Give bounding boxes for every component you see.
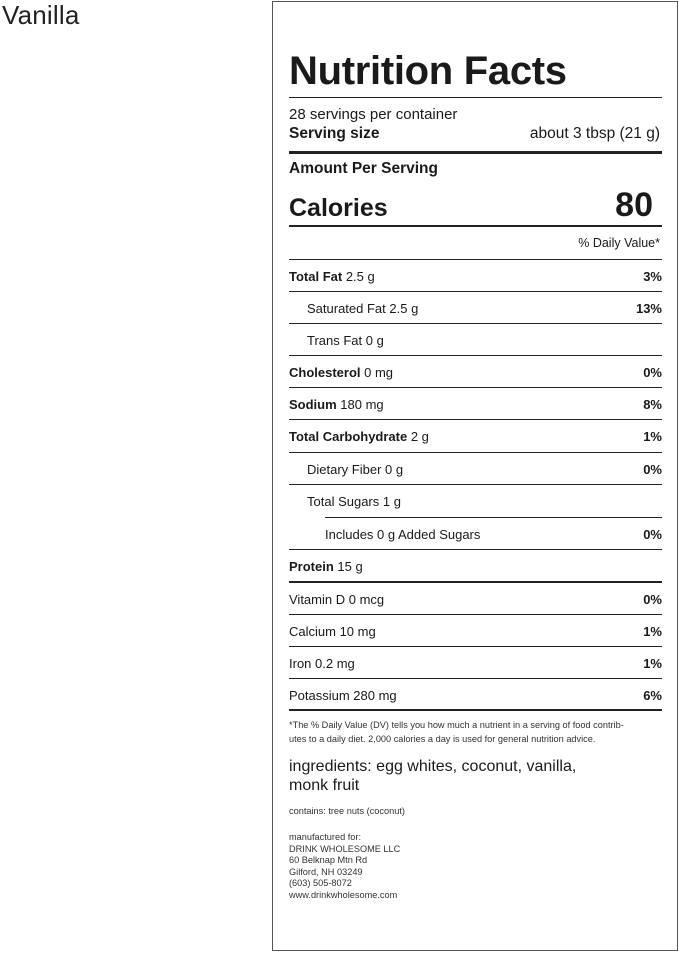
divider-thick [289,151,662,154]
vitamin-name: Calcium 10 mg [289,623,376,639]
nutrient-row-total-sugars [307,485,662,517]
serving-size-value: about 3 tbsp (21 g) [529,125,660,142]
nutrient-row-trans-fat [307,324,662,356]
nutrient-name: Dietary Fiber 0 g [307,461,404,477]
panel-title: Nutrition Facts [289,49,567,93]
vitamin-dv: 0% [643,591,662,607]
nutrient-dv: 8% [643,396,662,412]
flavor-title: Vanilla [2,0,80,30]
nutrient-dv: 3% [643,268,662,284]
manufacturer-street: 60 Belknap Mtn Rd [289,855,368,865]
daily-value-footnote [289,718,659,746]
nutrient-row-added-sugars [325,518,662,550]
vitamin-row-vitamin-d [289,583,662,615]
nutrient-dv: 1% [643,428,662,444]
nutrient-name: Total Sugars 1 g [307,493,401,509]
servings-per-container: 28 servings per container [289,106,458,123]
manufacturer-website: www.drinkwholesome.com [289,889,398,900]
footnote-line: utes to a daily diet. 2,000 calories a day is used for general nutrition advice. [289,734,596,744]
divider-thin [289,97,662,98]
footnote-line: *The % Daily Value (DV) tells you how much a nutrient in a serving of food contrib- [289,720,624,730]
calories-value: 80 [615,186,653,224]
nutrient-name: Includes 0 g Added Sugars [325,526,481,542]
manufacturer-phone: (603) 505-8072 [289,878,352,888]
nutrient-dv: 0% [643,364,662,380]
daily-value-header: % Daily Value* [578,236,660,250]
nutrient-name: Total Fat 2.5 g [289,268,375,284]
manufacturer-city: Gilford, NH 03249 [289,866,363,877]
nutrient-dv: 0% [643,526,662,542]
nutrient-name: Cholesterol 0 mg [289,364,394,380]
nutrient-row-cholesterol [289,356,662,388]
nutrient-dv: 0% [643,461,662,477]
nutrient-row-saturated-fat [307,292,662,324]
nutrient-row-dietary-fiber [307,453,662,485]
vitamin-dv: 6% [643,687,662,703]
serving-size-label: Serving size [289,125,380,142]
nutrition-facts-panel [272,1,678,951]
nutrient-name: Saturated Fat 2.5 g [307,300,419,316]
vitamin-row-potassium [289,679,662,711]
nutrient-row-total-fat [289,260,662,292]
vitamin-dv: 1% [643,623,662,639]
divider-medium [289,709,662,711]
manufacturer-info [289,832,400,901]
vitamin-name: Potassium 280 mg [289,687,397,703]
vitamin-name: Iron 0.2 mg [289,655,355,671]
nutrient-name: Total Carbohydrate 2 g [289,428,429,444]
manufacturer-name: DRINK WHOLESOME LLC [289,843,401,854]
nutrient-row-protein [289,550,662,582]
vitamin-dv: 1% [643,655,662,671]
nutrient-row-total-carbohydrate [289,420,662,452]
ingredients-line: ingredients: egg whites, coconut, vanilla, [289,758,577,775]
vitamin-name: Vitamin D 0 mcg [289,591,385,607]
calories-label: Calories [289,194,388,222]
vitamin-row-calcium [289,615,662,647]
nutrient-name: Trans Fat 0 g [307,332,384,348]
vitamin-row-iron [289,647,662,679]
ingredients [289,757,609,795]
nutrient-name: Protein 15 g [289,558,363,574]
ingredients-line: monk fruit [289,777,360,794]
allergen-statement: contains: tree nuts (coconut) [289,806,405,816]
nutrient-row-sodium [289,388,662,420]
amount-per-serving: Amount Per Serving [289,160,438,177]
nutrient-dv: 13% [635,300,662,316]
divider-medium [289,225,662,227]
manufacturer-label: manufactured for: [289,832,362,842]
nutrient-name: Sodium 180 mg [289,396,384,412]
